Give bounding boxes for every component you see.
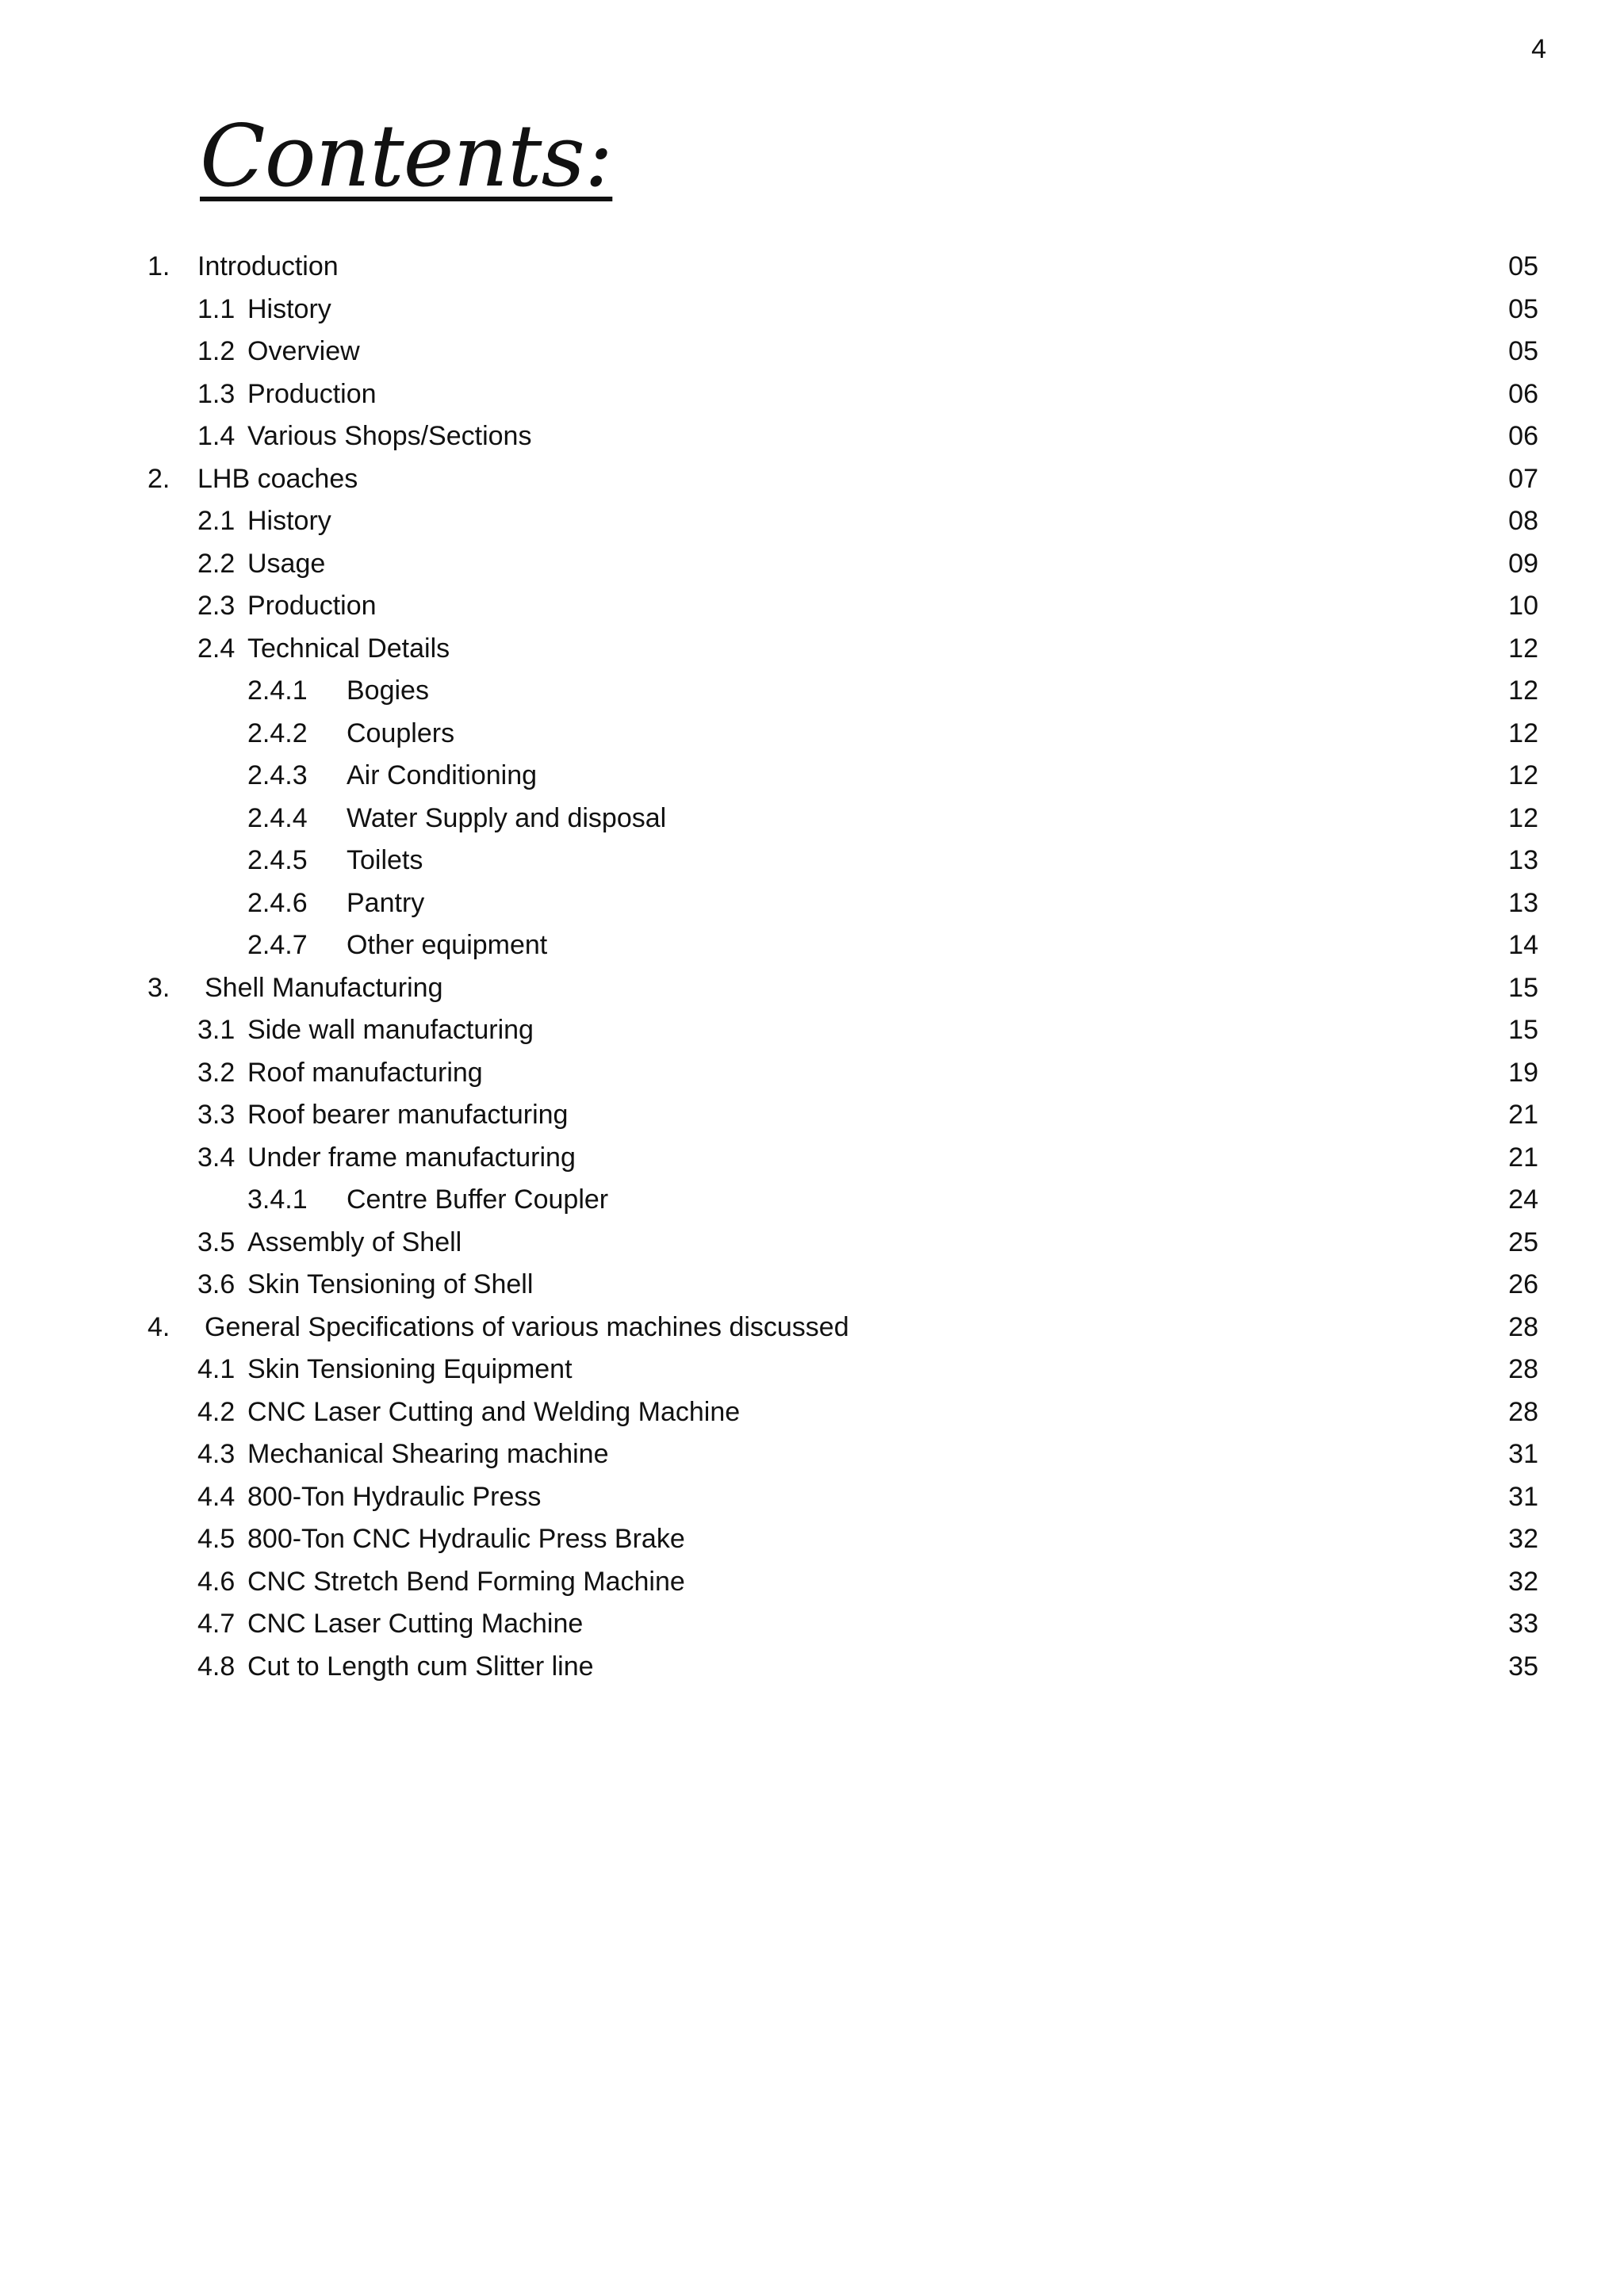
toc-entry-number: 2.4.5 <box>247 845 308 875</box>
toc-entry-title: Cut to Length cum Slitter line <box>247 1651 594 1682</box>
toc-entry-number: 4.3 <box>197 1439 236 1469</box>
toc-entry-title: History <box>247 506 331 536</box>
toc-entry-title: 800-Ton Hydraulic Press <box>247 1481 542 1512</box>
toc-entry-title: Usage <box>247 548 326 579</box>
toc-entry-page: 24 <box>1508 1184 1538 1215</box>
toc-entry-number: 3. <box>147 972 170 1003</box>
toc-entry[interactable] <box>0 1433 1624 1476</box>
toc-entry-title: Under frame manufacturing <box>247 1142 576 1173</box>
toc-entry-title: CNC Laser Cutting and Welding Machine <box>247 1396 741 1427</box>
toc-entry-page: 05 <box>1508 251 1538 281</box>
toc-entry-number: 2.2 <box>197 548 236 579</box>
toc-entry-title: Couplers <box>347 718 455 748</box>
toc-entry-page: 31 <box>1508 1481 1538 1512</box>
toc-entry[interactable] <box>0 1349 1624 1391</box>
toc-entry[interactable] <box>0 967 1624 1010</box>
toc-entry-number: 1.2 <box>197 336 236 366</box>
toc-entry-page: 35 <box>1508 1651 1538 1682</box>
toc-entry-title: Overview <box>247 336 360 366</box>
toc-entry-title: LHB coaches <box>197 463 358 494</box>
toc-entry-page: 10 <box>1508 591 1538 621</box>
toc-entry-page: 28 <box>1508 1311 1538 1342</box>
toc-entry-page: 19 <box>1508 1057 1538 1088</box>
toc-entry-page: 12 <box>1508 718 1538 748</box>
toc-entry-page: 25 <box>1508 1226 1538 1257</box>
toc-entry-number: 4.5 <box>197 1524 236 1554</box>
toc-entry-number: 2.3 <box>197 591 236 621</box>
toc-entry-page: 28 <box>1508 1396 1538 1427</box>
toc-entry-page: 08 <box>1508 506 1538 536</box>
toc-entry-page: 14 <box>1508 930 1538 960</box>
toc-entry-page: 06 <box>1508 378 1538 409</box>
toc-entry[interactable] <box>0 1518 1624 1561</box>
toc-entry-number: 1. <box>147 251 170 281</box>
toc-entry-title: Technical Details <box>247 633 450 664</box>
toc-entry-title: CNC Laser Cutting Machine <box>247 1609 584 1639</box>
toc-entry[interactable] <box>0 543 1624 586</box>
toc-entry[interactable] <box>0 458 1624 501</box>
toc-entry-number: 2.4.7 <box>247 930 308 960</box>
toc-entry[interactable] <box>0 331 1624 373</box>
toc-entry[interactable] <box>0 798 1624 840</box>
toc-entry-number: 4.2 <box>197 1396 236 1427</box>
toc-entry[interactable] <box>0 1264 1624 1307</box>
toc-entry-number: 4.8 <box>197 1651 236 1682</box>
toc-entry-page: 33 <box>1508 1609 1538 1639</box>
toc-entry-number: 3.6 <box>197 1269 236 1299</box>
toc-entry-number: 2.4.6 <box>247 887 308 918</box>
toc-entry-page: 15 <box>1508 1015 1538 1045</box>
toc-entry-page: 07 <box>1508 463 1538 494</box>
toc-entry-title: Other equipment <box>347 930 548 960</box>
toc-entry-title: History <box>247 293 331 324</box>
toc-entry-page: 21 <box>1508 1100 1538 1130</box>
toc-entry-number: 2. <box>147 463 170 494</box>
toc-entry-title: Bogies <box>347 675 429 706</box>
toc-entry-page: 15 <box>1508 972 1538 1003</box>
toc-entry[interactable] <box>0 1476 1624 1519</box>
toc-entry-title: Production <box>247 378 377 409</box>
toc-entry[interactable] <box>0 1052 1624 1095</box>
toc-entry-page: 32 <box>1508 1566 1538 1597</box>
toc-entry[interactable] <box>0 670 1624 713</box>
toc-entry-page: 13 <box>1508 887 1538 918</box>
toc-entry[interactable] <box>0 1094 1624 1137</box>
toc-entry-title: Side wall manufacturing <box>247 1015 534 1045</box>
toc-entry-title: Skin Tensioning of Shell <box>247 1269 534 1299</box>
toc-entry-page: 31 <box>1508 1439 1538 1469</box>
toc-entry-title: Shell Manufacturing <box>205 972 443 1003</box>
toc-entry[interactable] <box>0 1307 1624 1349</box>
toc-entry-title: Roof bearer manufacturing <box>247 1100 569 1130</box>
toc-entry-number: 4.6 <box>197 1566 236 1597</box>
toc-entry[interactable] <box>0 628 1624 671</box>
toc-entry[interactable] <box>0 882 1624 925</box>
toc-entry[interactable] <box>0 415 1624 458</box>
toc-entry-number: 3.5 <box>197 1226 236 1257</box>
toc-entry-number: 2.4.1 <box>247 675 308 706</box>
toc-entry[interactable] <box>0 585 1624 628</box>
toc-entry-page: 05 <box>1508 293 1538 324</box>
toc-entry-number: 2.4 <box>197 633 236 664</box>
toc-entry-number: 4.7 <box>197 1609 236 1639</box>
toc-entry[interactable] <box>0 1179 1624 1222</box>
toc-entry-number: 2.4.2 <box>247 718 308 748</box>
toc-entry-number: 3.4 <box>197 1142 236 1173</box>
toc-entry-title: Skin Tensioning Equipment <box>247 1354 573 1384</box>
toc-entry-page: 05 <box>1508 336 1538 366</box>
toc-entry-number: 2.1 <box>197 506 236 536</box>
toc-entry-title: Assembly of Shell <box>247 1226 462 1257</box>
toc-entry[interactable] <box>0 840 1624 882</box>
toc-entry-number: 3.4.1 <box>247 1184 308 1215</box>
toc-entry-page: 06 <box>1508 421 1538 451</box>
toc-entry-number: 4.4 <box>197 1481 236 1512</box>
toc-entry-page: 26 <box>1508 1269 1538 1299</box>
toc-entry-number: 2.4.3 <box>247 760 308 790</box>
toc-entry[interactable] <box>0 755 1624 798</box>
toc-entry[interactable] <box>0 1009 1624 1052</box>
toc-entry[interactable] <box>0 373 1624 416</box>
toc-entry[interactable] <box>0 1391 1624 1434</box>
table-of-contents <box>0 246 1624 1688</box>
toc-entry-number: 2.4.4 <box>247 802 308 833</box>
toc-entry-page: 28 <box>1508 1354 1538 1384</box>
toc-entry-title: Toilets <box>347 845 423 875</box>
page-number: 4 <box>1531 34 1546 64</box>
toc-entry-title: Introduction <box>197 251 339 281</box>
toc-entry-title: CNC Stretch Bend Forming Machine <box>247 1566 685 1597</box>
toc-entry-title: Mechanical Shearing machine <box>247 1439 609 1469</box>
toc-entry-page: 12 <box>1508 675 1538 706</box>
toc-entry-page: 12 <box>1508 802 1538 833</box>
toc-entry-number: 3.3 <box>197 1100 236 1130</box>
toc-entry-page: 13 <box>1508 845 1538 875</box>
toc-entry-title: Various Shops/Sections <box>247 421 532 451</box>
toc-entry[interactable] <box>0 500 1624 543</box>
toc-entry-title: Water Supply and disposal <box>347 802 667 833</box>
toc-entry[interactable] <box>0 1222 1624 1265</box>
toc-entry[interactable] <box>0 713 1624 756</box>
toc-entry-title: Pantry <box>347 887 425 918</box>
toc-entry-number: 1.4 <box>197 421 236 451</box>
toc-entry-number: 4.1 <box>197 1354 236 1384</box>
toc-entry-title: Air Conditioning <box>347 760 538 790</box>
toc-entry-title: General Specifications of various machines discussed <box>205 1311 849 1342</box>
toc-entry[interactable] <box>0 1137 1624 1180</box>
toc-entry[interactable] <box>0 289 1624 331</box>
toc-entry-page: 32 <box>1508 1524 1538 1554</box>
toc-entry[interactable] <box>0 924 1624 967</box>
toc-entry-number: 1.3 <box>197 378 236 409</box>
toc-entry-page: 12 <box>1508 633 1538 664</box>
toc-entry-title: Production <box>247 591 377 621</box>
toc-entry-title: 800-Ton CNC Hydraulic Press Brake <box>247 1524 685 1554</box>
toc-entry-page: 21 <box>1508 1142 1538 1173</box>
toc-entry-page: 12 <box>1508 760 1538 790</box>
toc-entry-page: 09 <box>1508 548 1538 579</box>
toc-entry[interactable] <box>0 1561 1624 1604</box>
toc-entry[interactable] <box>0 246 1624 289</box>
toc-entry[interactable] <box>0 1646 1624 1689</box>
toc-entry-number: 1.1 <box>197 293 236 324</box>
toc-entry-number: 3.2 <box>197 1057 236 1088</box>
toc-entry-title: Centre Buffer Coupler <box>347 1184 609 1215</box>
toc-entry-number: 3.1 <box>197 1015 236 1045</box>
page-title: Contents: <box>200 107 613 206</box>
toc-entry-title: Roof manufacturing <box>247 1057 483 1088</box>
toc-entry[interactable] <box>0 1603 1624 1646</box>
toc-entry-number: 4. <box>147 1311 170 1342</box>
